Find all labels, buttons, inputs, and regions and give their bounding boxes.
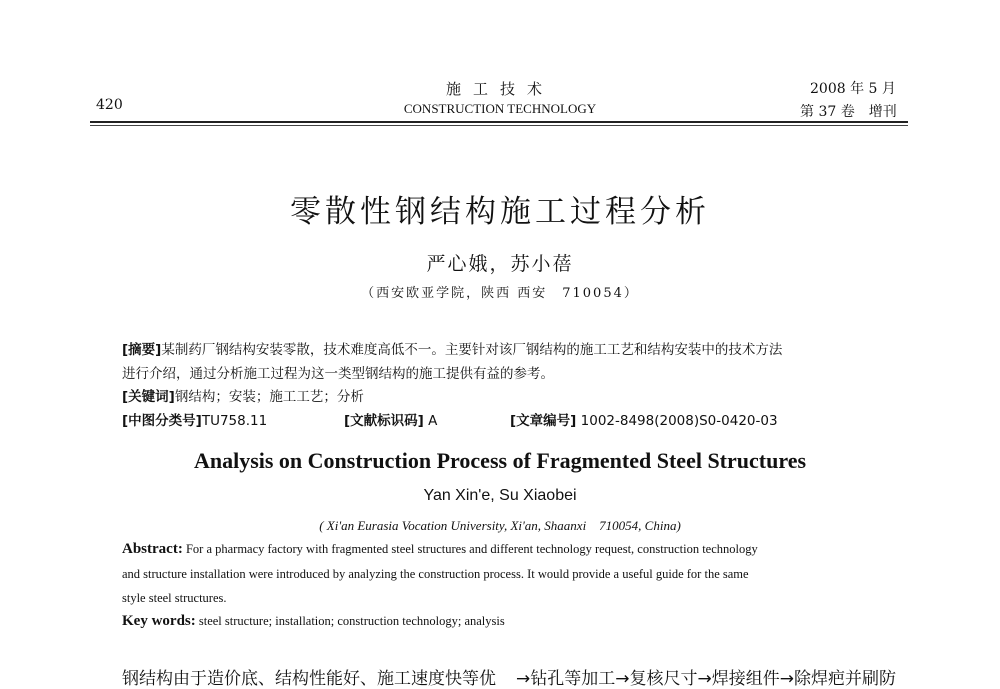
header-rule-thick [90, 121, 908, 123]
journal-title-cn: 施工技术 [445, 80, 554, 98]
keywords-cn-text: 钢结构；安装；施工工艺；分析 [174, 389, 364, 405]
keywords-cn-label: [关键词] [122, 389, 175, 405]
abstract-cn-text-1: 某制药厂钢结构安装零散，技术难度高低不一。主要针对该厂钢结构的施工工艺和结构安装中的技术方法 [161, 342, 783, 358]
journal-title-en: CONSTRUCTION TECHNOLOGY [403, 101, 597, 116]
body-text-right-column: →钻孔等加工→复核尺寸→焊接组件→除焊疤并刷防 [516, 669, 896, 689]
page-number: 420 [96, 97, 123, 113]
authors-en: Yan Xin'e, Su Xiaobei [423, 487, 577, 504]
issue-date: 2008 年 5 月 [810, 81, 896, 97]
article-number [510, 409, 778, 429]
authors-cn: 严心娥，苏小蓓 [426, 253, 574, 275]
clc-label: [中图分类号] [122, 413, 202, 429]
abstract-en-text-2: and structure installation were introduced by analyzing the construction process. It would provide a useful guide for the same [122, 567, 749, 581]
keywords-cn [122, 385, 364, 405]
keywords-en-label: Key words: [122, 613, 196, 629]
clc-number [122, 409, 267, 429]
affiliation-en: ( Xi'an Eurasia Vocation University, Xi'an, Shaanxi 710054, China) [319, 518, 681, 533]
affiliation-cn: （西安欧亚学院，陕西 西安 710054） [361, 286, 639, 301]
abstract-cn-text-2: 进行介绍，通过分析施工过程为这一类型钢结构的施工提供有益的参考。 [122, 366, 554, 382]
abstract-cn-line-1 [122, 338, 782, 358]
abstract-en-line-1 [122, 541, 758, 558]
body-text-left-column: 钢结构由于造价底、结构性能好、施工速度快等优 [122, 669, 496, 689]
abstract-en-label: Abstract: [122, 541, 183, 557]
article-number-label: [文章编号] [510, 413, 577, 429]
clc-value: TU758.11 [201, 413, 268, 429]
keywords-en [122, 613, 505, 630]
paper-title-en: Analysis on Construction Process of Fragmented Steel Structures [193, 448, 807, 473]
abstract-cn-label: [摘要] [122, 342, 162, 358]
article-number-value: 1002-8498(2008)S0-0420-03 [580, 413, 778, 429]
paper-title-cn: 零散性钢结构施工过程分析 [290, 194, 710, 230]
header-rule-thin [90, 125, 908, 126]
issue-volume: 第 37 卷 增刊 [800, 104, 897, 120]
document-code-label: [文献标识码] [344, 413, 424, 429]
document-code [344, 409, 437, 429]
abstract-en-text-3: style steel structures. [122, 591, 227, 605]
keywords-en-text: steel structure; installation; construction technology; analysis [198, 614, 505, 628]
abstract-en-text-1: For a pharmacy factory with fragmented steel structures and different technology request, construction technology [185, 542, 758, 556]
document-code-value: A [428, 413, 438, 429]
